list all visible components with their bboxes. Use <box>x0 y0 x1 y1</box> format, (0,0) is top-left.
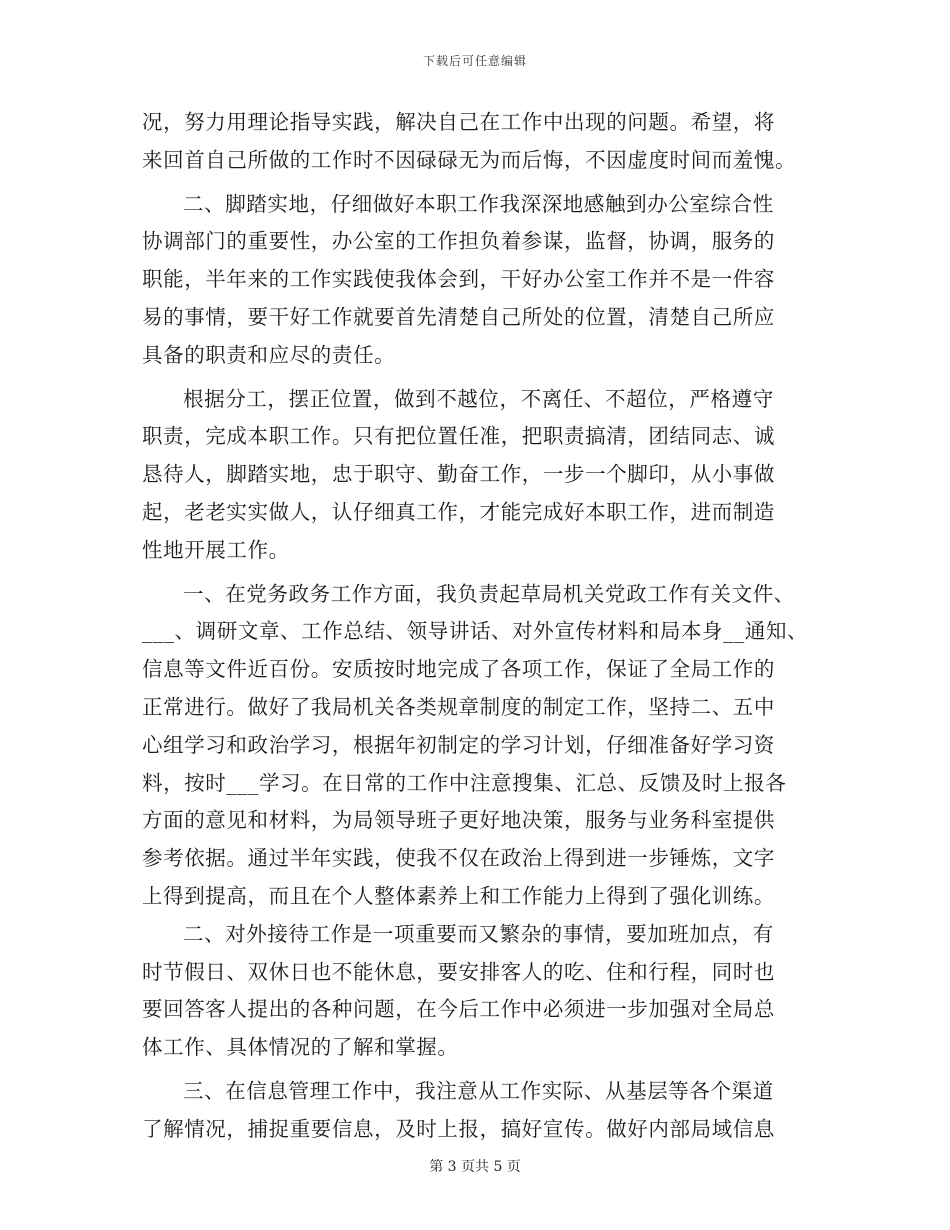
text-line: 具备的职责和应尽的责任。 <box>142 342 396 367</box>
paragraph-start-line: 三、在信息管理工作中，我注意从工作实际、从基层等各个渠道 <box>183 1078 774 1103</box>
text-line: 来回首自己所做的工作时不因碌碌无为而后悔，不因虚度时间而羞愧。 <box>142 147 797 172</box>
paragraph-start-line: 根据分工，摆正位置，做到不越位，不离任、不超位，严格遵守 <box>183 386 774 411</box>
page-number: 第 3 页共 5 页 <box>429 1159 521 1175</box>
text-line: 性地开展工作。 <box>142 537 290 562</box>
text-line: 职能，半年来的工作实践使我体会到，干好办公室工作并不是一件容 <box>142 267 775 292</box>
text-line: 要回答客人提出的各种问题，在今后工作中必须进一步加强对全局总 <box>142 997 775 1022</box>
text-line: 体工作、具体情况的了解和掌握。 <box>142 1035 459 1060</box>
text-line: 料，按时___学习。在日常的工作中注意搜集、汇总、反馈及时上报各 <box>142 770 787 795</box>
text-line: ___、调研文章、工作总结、领导讲话、对外宣传材料和局本身__通知、 <box>142 619 809 644</box>
paragraph-start-line: 二、对外接待工作是一项重要而又繁杂的事情，要加班加点，有 <box>183 921 774 946</box>
document-body <box>142 104 810 1149</box>
text-line: 信息等文件近百份。安质按时地完成了各项工作，保证了全局工作的 <box>142 657 775 682</box>
text-line: 起，老老实实做人，认仔细真工作，才能完成好本职工作，进而制造 <box>142 499 775 524</box>
text-line: 恳待人，脚踏实地，忠于职守、勤奋工作，一步一个脚印，从小事做 <box>142 462 775 487</box>
text-line: 心组学习和政治学习，根据年初制定的学习计划，仔细准备好学习资 <box>142 732 775 757</box>
text-line: 职责，完成本职工作。只有把位置任准，把职责搞清，团结同志、诚 <box>142 424 775 449</box>
text-line: 了解情况，捕捉重要信息，及时上报，搞好宣传。做好内部局域信息 <box>142 1116 775 1141</box>
text-line: 上得到提高，而且在个人整体素养上和工作能力上得到了强化训练。 <box>142 883 775 908</box>
text-line: 易的事情，要干好工作就要首先清楚自己所处的位置，清楚自己所应 <box>142 304 775 329</box>
header-note: 下载后可任意编辑 <box>422 54 527 68</box>
text-line: 参考依据。通过半年实践，使我不仅在政治上得到进一步锤炼，文字 <box>142 846 775 871</box>
text-line: 方面的意见和材料，为局领导班子更好地决策，服务与业务科室提供 <box>142 808 775 833</box>
paragraph-start-line: 二、脚踏实地，仔细做好本职工作我深深地感触到办公室综合性 <box>183 191 774 216</box>
text-line: 况，努力用理论指导实践，解决自己在工作中出现的问题。希望，将 <box>142 110 775 134</box>
text-line: 协调部门的重要性，办公室的工作担负着参谋，监督，协调，服务的 <box>142 229 775 254</box>
text-line: 时节假日、双休日也不能休息，要安排客人的吃、住和行程，同时也 <box>142 959 775 984</box>
text-line: 正常进行。做好了我局机关各类规章制度的制定工作，坚持二、五中 <box>142 694 775 719</box>
paragraph-start-line: 一、在党务政务工作方面，我负责起草局机关党政工作有关文件、 <box>183 581 795 606</box>
